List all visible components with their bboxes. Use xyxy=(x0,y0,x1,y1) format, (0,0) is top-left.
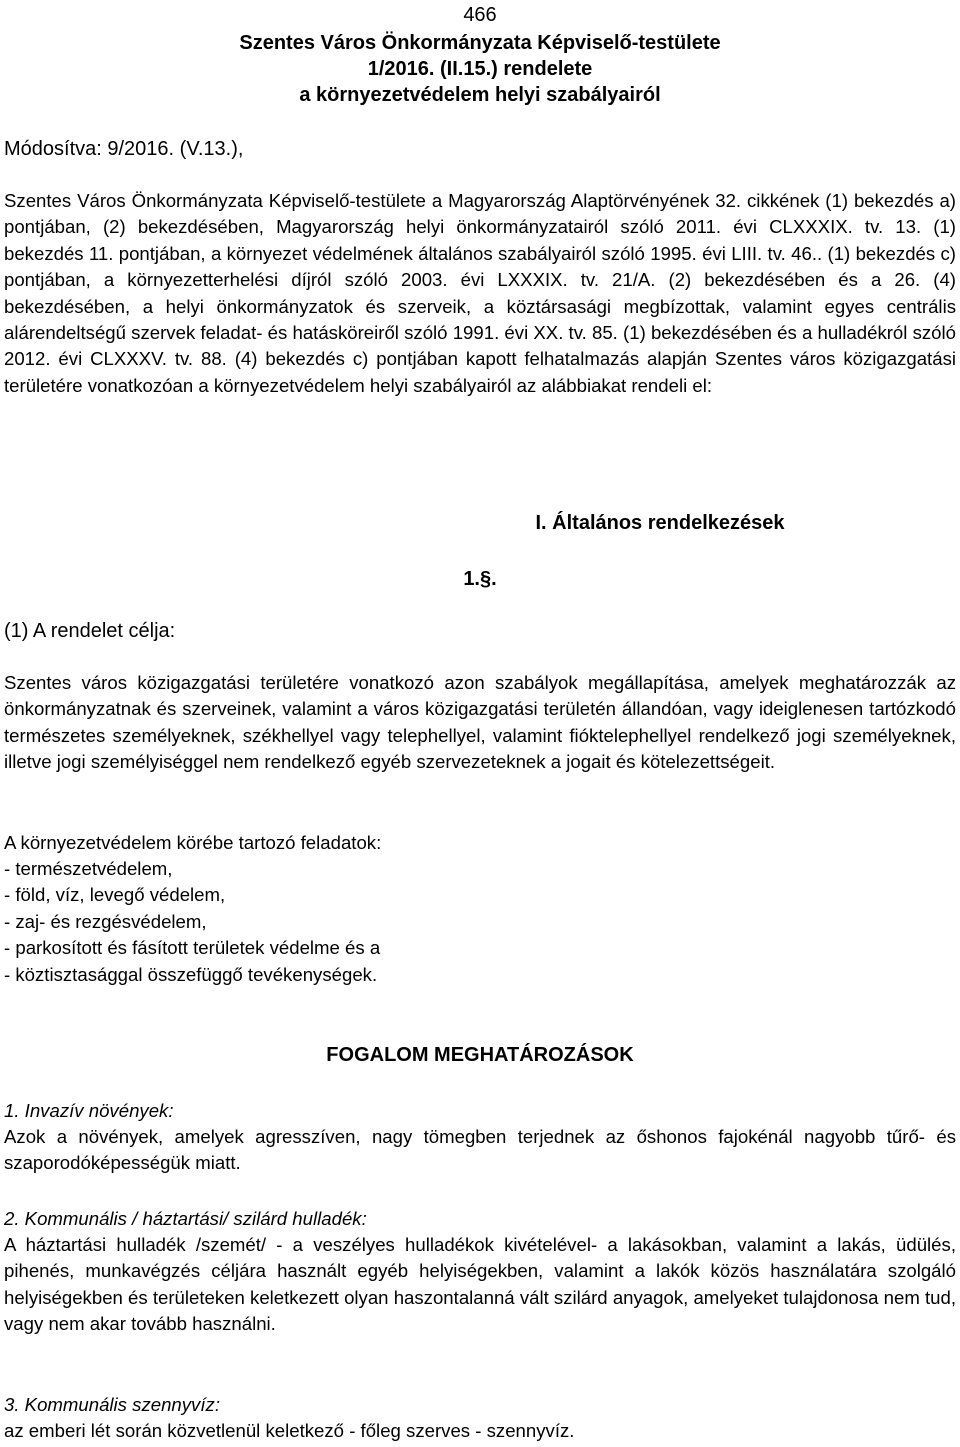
decree-title: a környezetvédelem helyi szabályairól xyxy=(299,84,661,106)
subsection-title xyxy=(4,618,175,644)
definition-text: A háztartási hulladék /szemét/ - a veszélyes hulladékok kivételével- a lakásokban, valamint a lakás, üdülés, pihenés, munkavégzés céljára használt egyéb helyiségekben, valamint a lakók közös használatára szolgáló helyiségekben és területeken keletkezett olyan haszontalanná vált szilárd anyagok, amelyeket tulajdonosa nem tud, vagy nem akar tovább használni. xyxy=(4,1234,956,1335)
list-item: - természetvédelem, xyxy=(4,858,173,879)
definitions-title: FOGALOM MEGHATÁROZÁSOK xyxy=(326,1044,634,1066)
definition-text: az emberi lét során közvetlenül keletkező - főleg szerves - szennyvíz. xyxy=(4,1420,575,1441)
decree-number: 1/2016. (II.15.) rendelete xyxy=(367,58,593,80)
list-item: - zaj- és rezgésvédelem, xyxy=(4,910,207,932)
definition-term: 3. Kommunális szennyvíz: xyxy=(4,1394,220,1415)
section-number: 1.§. xyxy=(463,568,497,590)
subsection-title-text: (1) A rendelet célja: xyxy=(4,620,176,642)
amended-note: Módosítva: 9/2016. (V.13.), xyxy=(4,138,244,160)
list-item: - parkosított és fásított területek védelme és a xyxy=(4,937,381,959)
tasks-list xyxy=(4,856,380,988)
page-number: 466 xyxy=(463,4,497,26)
definition-term: 1. Invazív növények: xyxy=(4,1100,174,1121)
issuer-heading: Szentes Város Önkormányzata Képviselő-testülete xyxy=(239,32,721,54)
list-item: - föld, víz, levegő védelem, xyxy=(4,884,226,906)
list-item: - köztisztasággal összefüggő tevékenységek. xyxy=(4,963,378,985)
definition-term: 2. Kommunális / háztartási/ szilárd hulladék: xyxy=(4,1208,367,1229)
purpose-paragraph: Szentes város közigazgatási területére vonatkozó azon szabályok megállapítása, amelyek meghatározzák az önkormányzatnak és szerveinek, valamint a város közigazgatási területén állandóan, vagy ideiglenesen tartózkodó természetes személyeknek, székhellyel vagy telephellyel, valamint fióktelephellyel rendelkező jogi személyeknek, illetve jogi személyiséggel nem rendelkező egyéb szervezeteknek a jogait és kötelezettségeit. xyxy=(4,672,956,773)
chapter-title: I. Általános rendelkezések xyxy=(535,512,785,534)
preamble-paragraph: Szentes Város Önkormányzata Képviselő-testülete a Magyarország Alaptörvényének 32. cikkének (1) bekezdés a) pontjában, (2) bekezdésében, Magyarország helyi önkormányzatairól szóló 2011. évi CLXXXIX. tv. 13. (1) bekezdés 11. pontjában, a környezet védelmének általános szabályairól szóló 1995. évi LIII. tv. 46.. (1) bekezdés c) pontjában, a környezetterhelési díjról szóló 2003. évi LXXXIX. tv. 21/A. (2) bekezdésében és a 26. (4) bekezdésében, a helyi önkormányzatok és szerveik, a köztársasági megbízottak, valamint egyes centrális alárendeltségű szervek feladat- és hatásköreiről szóló 1991. évi XX. tv. 85. (1) bekezdésében és a hulladékról szóló 2012. évi CLXXXV. tv. 88. (4) bekezdés c) pontjában kapott felhatalmazás alapján Szentes város közigazgatási területére vonatkozóan a környezetvédelem helyi szabályairól az alábbiakat rendeli el: xyxy=(4,190,956,396)
tasks-intro: A környezetvédelem körébe tartozó feladatok: xyxy=(4,832,382,853)
definition-text: Azok a növények, amelyek agresszíven, nagy tömegben terjednek az őshonos fajokénál nagyobb tűrő- és szaporodóképességük miatt. xyxy=(4,1126,956,1174)
